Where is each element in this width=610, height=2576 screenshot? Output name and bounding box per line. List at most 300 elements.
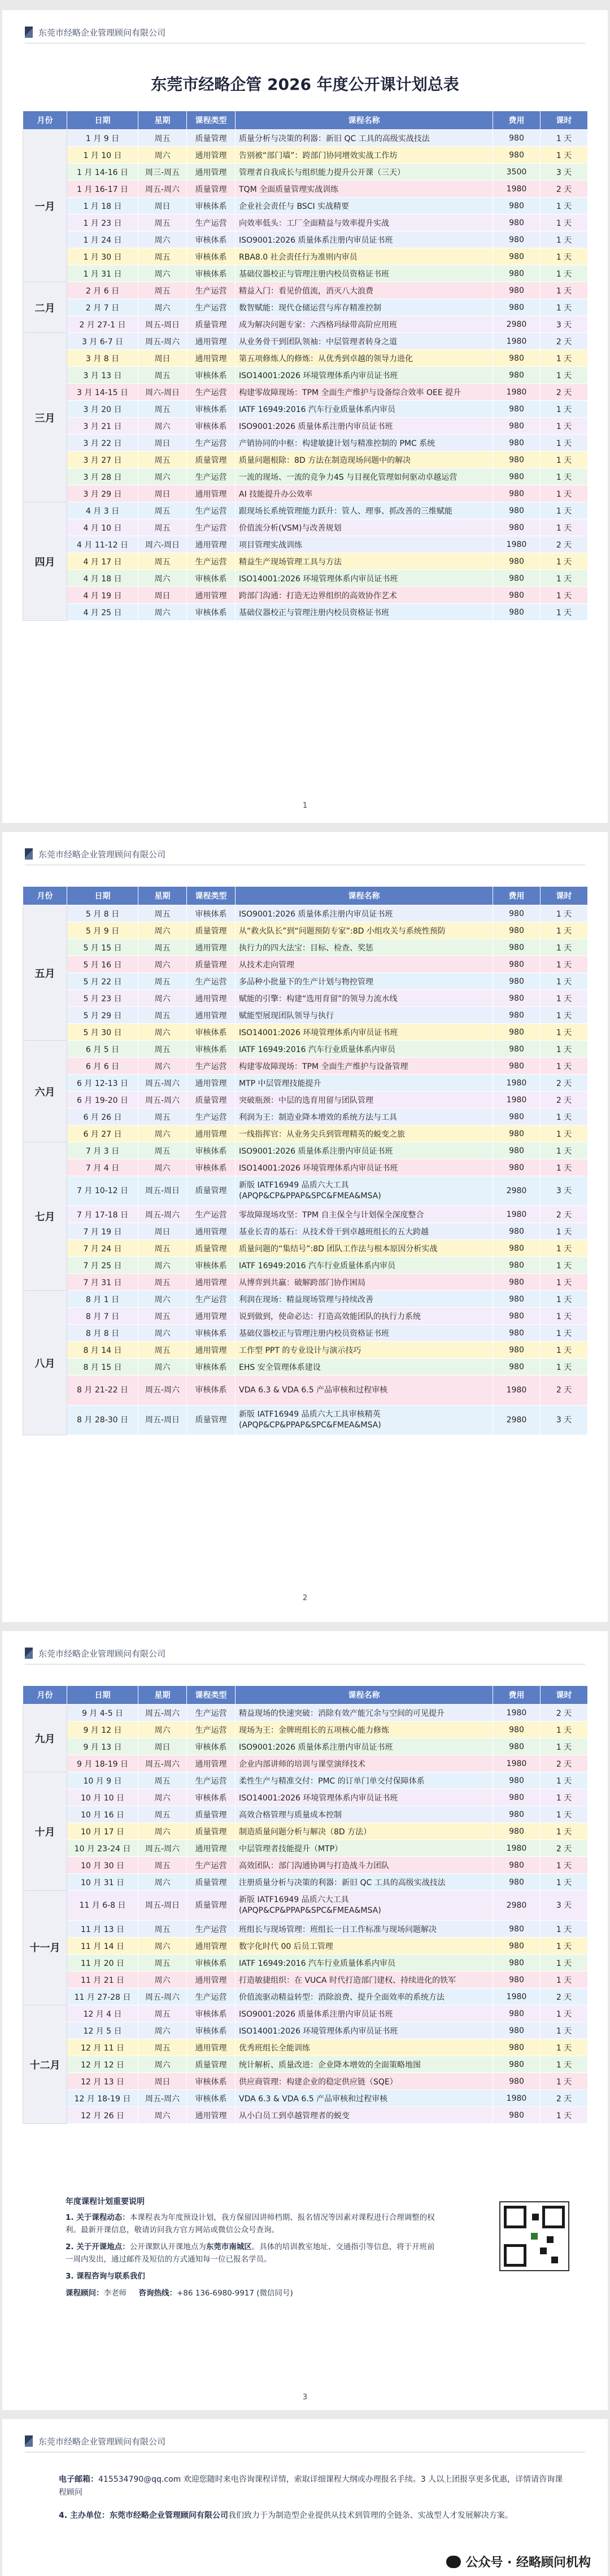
table-row xyxy=(23,299,588,316)
duration-cell: 1 天 xyxy=(541,1109,588,1125)
table-row xyxy=(23,333,588,350)
duration-cell: 1 天 xyxy=(541,1291,588,1308)
org-name: 东莞市经略企业管理顾问有限公司 xyxy=(109,2511,228,2520)
column-header: 课时 xyxy=(541,1686,588,1705)
fee-cell: 980 xyxy=(493,299,541,316)
table-row xyxy=(23,1359,588,1375)
fee-cell: 980 xyxy=(493,1142,541,1159)
table-row xyxy=(23,418,588,435)
date-cell: 10 月 9 日 xyxy=(67,1772,138,1789)
fee-cell: 980 xyxy=(493,265,541,282)
date-cell: 7 月 25 日 xyxy=(67,1257,138,1274)
table-row xyxy=(23,1840,588,1857)
table-row xyxy=(23,2022,588,2039)
course-name-cell: 从“救火队长”到“问题预防专家”:8D 小组攻关与系统性预防 xyxy=(236,922,493,939)
table-row xyxy=(23,1789,588,1806)
date-cell: 8 月 21-22 日 xyxy=(67,1375,138,1405)
course-type-cell: 通用管理 xyxy=(187,990,236,1007)
course-type-cell: 质量管理 xyxy=(187,922,236,939)
column-header: 课程名称 xyxy=(236,111,493,130)
weekday-cell: 周六 xyxy=(138,265,187,282)
table-row xyxy=(23,2107,588,2124)
course-type-cell: 质量管理 xyxy=(187,2056,236,2073)
course-type-cell: 生产运营 xyxy=(187,1772,236,1789)
duration-cell: 1 天 xyxy=(541,1342,588,1359)
page-header xyxy=(25,25,165,40)
table-row xyxy=(23,922,588,939)
course-name-cell: 赋能型展现团队领导与执行 xyxy=(236,1007,493,1024)
duration-cell: 1 天 xyxy=(541,956,588,973)
weekday-cell: 周六 xyxy=(138,1789,187,1806)
table-row xyxy=(23,1988,588,2005)
duration-cell: 1 天 xyxy=(541,1938,588,1955)
course-type-cell: 质量管理 xyxy=(187,1823,236,1840)
fee-cell: 980 xyxy=(493,2022,541,2039)
weekday-cell: 周五-周六 xyxy=(138,1755,187,1772)
weekday-cell: 周六 xyxy=(138,468,187,485)
column-header: 课程名称 xyxy=(236,1686,493,1705)
table-row xyxy=(23,1159,588,1176)
duration-cell: 2 天 xyxy=(541,1705,588,1721)
date-cell: 5 月 9 日 xyxy=(67,922,138,939)
weekday-cell: 周三-周五 xyxy=(138,164,187,181)
fee-cell: 980 xyxy=(493,248,541,265)
course-name-cell: 构建零故障现场：TPM 全面生产维护与设备综合效率 OEE 提升 xyxy=(236,384,493,401)
weekday-cell: 周六 xyxy=(138,231,187,248)
table-row xyxy=(23,1024,588,1041)
weekday-cell: 周五 xyxy=(138,130,187,147)
date-cell: 4 月 17 日 xyxy=(67,553,138,570)
fee-cell: 980 xyxy=(493,604,541,621)
duration-cell: 1 天 xyxy=(541,1007,588,1024)
column-header: 月份 xyxy=(23,111,67,130)
table-row xyxy=(23,1291,588,1308)
date-cell: 11 月 6-8 日 xyxy=(67,1891,138,1921)
course-name-cell: 突破瓶颈：中层的选育用留与团队管理 xyxy=(236,1092,493,1109)
note-2-text-a: 公开课默认开课地点为 xyxy=(129,2242,206,2251)
weekday-cell: 周五-周六 xyxy=(138,1075,187,1092)
date-cell: 3 月 27 日 xyxy=(67,452,138,468)
table-row xyxy=(23,1738,588,1755)
date-cell: 8 月 1 日 xyxy=(67,1291,138,1308)
course-name-cell: RBA8.0 社会责任行为准则内审员 xyxy=(236,248,493,265)
date-cell: 4 月 25 日 xyxy=(67,604,138,621)
date-cell: 1 月 24 日 xyxy=(67,231,138,248)
fee-cell: 980 xyxy=(493,2005,541,2022)
duration-cell: 1 天 xyxy=(541,214,588,231)
weekday-cell: 周五 xyxy=(138,1955,187,1972)
course-name-cell: 质量分析与决策的利器：新旧 QC 工具的高级实战技法 xyxy=(236,130,493,147)
date-cell: 2 月 7 日 xyxy=(67,299,138,316)
column-header: 课时 xyxy=(541,887,588,905)
fee-cell: 1980 xyxy=(493,1092,541,1109)
weekday-cell: 周五-周日 xyxy=(138,1405,187,1435)
course-name-cell: 精益现场的快速突破：消除有效产能冗余与空间的可见提升 xyxy=(236,1705,493,1721)
course-type-cell: 审核体系 xyxy=(187,231,236,248)
weekday-cell: 周五-周六 xyxy=(138,1092,187,1109)
month-cell: 九月 xyxy=(23,1705,67,1772)
duration-cell: 1 天 xyxy=(541,2073,588,2090)
weekday-cell: 周六 xyxy=(138,1823,187,1840)
duration-cell: 3 天 xyxy=(541,164,588,181)
course-name-cell: VDA 6.3 & VDA 6.5 产品审核和过程审核 xyxy=(236,1375,493,1405)
course-type-cell: 审核体系 xyxy=(187,604,236,621)
date-cell: 5 月 8 日 xyxy=(67,905,138,922)
phone-number[interactable]: +86 136-6980-9917 (微信同号) xyxy=(176,2289,293,2298)
page-1 xyxy=(2,10,608,823)
weekday-cell: 周五 xyxy=(138,248,187,265)
column-header: 课程类型 xyxy=(187,111,236,130)
course-name-cell: 基础仪器校正与管理注册内校员资格证书班 xyxy=(236,604,493,621)
duration-cell: 3 天 xyxy=(541,1891,588,1921)
duration-cell: 1 天 xyxy=(541,130,588,147)
table-row xyxy=(23,367,588,384)
date-cell: 10 月 17 日 xyxy=(67,1823,138,1840)
fee-cell: 1980 xyxy=(493,1375,541,1405)
table-row xyxy=(23,1772,588,1789)
course-type-cell: 质量管理 xyxy=(187,1874,236,1891)
weekday-cell: 周六 xyxy=(138,418,187,435)
date-cell: 3 月 21 日 xyxy=(67,418,138,435)
column-header: 费用 xyxy=(493,887,541,905)
course-name-cell: ISO14001:2026 环境管理体系内审员证书班 xyxy=(236,367,493,384)
note-1 xyxy=(66,2211,438,2236)
course-type-cell: 审核体系 xyxy=(187,2005,236,2022)
course-type-cell: 生产运营 xyxy=(187,519,236,536)
date-cell: 3 月 6-7 日 xyxy=(67,333,138,350)
fee-cell: 980 xyxy=(493,435,541,452)
column-header: 费用 xyxy=(493,111,541,130)
course-type-cell: 审核体系 xyxy=(187,1375,236,1405)
org-label: 4. 主办单位： xyxy=(59,2511,110,2520)
month-cell: 四月 xyxy=(23,502,67,621)
course-type-cell: 审核体系 xyxy=(187,265,236,282)
duration-cell: 1 天 xyxy=(541,1874,588,1891)
course-name-cell: ISO9001:2026 质量体系注册内审员证书班 xyxy=(236,2005,493,2022)
date-cell: 11 月 14 日 xyxy=(67,1938,138,1955)
month-cell: 八月 xyxy=(23,1291,67,1435)
weekday-cell: 周六 xyxy=(138,2022,187,2039)
table-row xyxy=(23,452,588,468)
month-cell: 七月 xyxy=(23,1142,67,1291)
course-name-cell: VDA 6.3 & VDA 6.5 产品审核和过程审核 xyxy=(236,2090,493,2107)
course-name-cell: IATF 16949:2016 汽车行业质量体系内审员 xyxy=(236,1041,493,1058)
date-cell: 1 月 14-16 日 xyxy=(67,164,138,181)
date-cell: 8 月 14 日 xyxy=(67,1342,138,1359)
course-name-cell: 项目管理实战训练 xyxy=(236,536,493,553)
table-row xyxy=(23,519,588,536)
notes-section xyxy=(66,2196,438,2304)
weekday-cell: 周日 xyxy=(138,1223,187,1240)
company-name: 东莞市经略企业管理顾问有限公司 xyxy=(38,27,166,38)
duration-cell: 1 天 xyxy=(541,198,588,214)
course-name-cell: 数智赋能：现代仓储运营与库存精准控制 xyxy=(236,299,493,316)
weekday-cell: 周五 xyxy=(138,1274,187,1291)
weekday-cell: 周日 xyxy=(138,435,187,452)
fee-cell: 980 xyxy=(493,1789,541,1806)
fee-cell: 980 xyxy=(493,939,541,956)
course-name-cell: 工作型 PPT 的专业设计与演示技巧 xyxy=(236,1342,493,1359)
weekday-cell: 周五 xyxy=(138,1308,187,1325)
date-cell: 10 月 23-24 日 xyxy=(67,1840,138,1857)
weekday-cell: 周六 xyxy=(138,1058,187,1075)
fee-cell: 980 xyxy=(493,1342,541,1359)
weekday-cell: 周五 xyxy=(138,1806,187,1823)
date-cell: 1 月 18 日 xyxy=(67,198,138,214)
table-row xyxy=(23,570,588,587)
duration-cell: 1 天 xyxy=(541,570,588,587)
table-row xyxy=(23,1874,588,1891)
fee-cell: 1980 xyxy=(493,384,541,401)
course-name-cell: ISO9001:2026 质量体系注册内审员证书班 xyxy=(236,231,493,248)
course-type-cell: 质量管理 xyxy=(187,1092,236,1109)
duration-cell: 1 天 xyxy=(541,1806,588,1823)
page-3 xyxy=(2,1631,608,2410)
weekday-cell: 周六 xyxy=(138,1972,187,1988)
company-logo-icon xyxy=(25,2435,33,2447)
date-cell: 12 月 4 日 xyxy=(67,2005,138,2022)
weekday-cell: 周五 xyxy=(138,282,187,299)
page-header xyxy=(25,847,165,861)
table-row xyxy=(23,1938,588,1955)
fee-cell: 2980 xyxy=(493,1891,541,1921)
weekday-cell: 周日 xyxy=(138,2073,187,2090)
fee-cell: 980 xyxy=(493,1972,541,1988)
date-cell: 12 月 5 日 xyxy=(67,2022,138,2039)
month-cell: 三月 xyxy=(23,333,67,502)
duration-cell: 1 天 xyxy=(541,248,588,265)
table-row xyxy=(23,2056,588,2073)
month-cell: 二月 xyxy=(23,282,67,333)
duration-cell: 2 天 xyxy=(541,1755,588,1772)
date-cell: 10 月 10 日 xyxy=(67,1789,138,1806)
fee-cell: 980 xyxy=(493,1291,541,1308)
date-cell: 7 月 3 日 xyxy=(67,1142,138,1159)
table-row xyxy=(23,956,588,973)
weekday-cell: 周五-周六 xyxy=(138,1840,187,1857)
duration-cell: 1 天 xyxy=(541,519,588,536)
fee-cell: 980 xyxy=(493,1874,541,1891)
contact-name: 李老师 xyxy=(103,2289,127,2298)
duration-cell: 1 天 xyxy=(541,502,588,519)
table-row xyxy=(23,1705,588,1721)
course-name-cell: MTP 中层管理技能提升 xyxy=(236,1075,493,1092)
course-type-cell: 审核体系 xyxy=(187,2073,236,2090)
course-name-cell: ISO14001:2026 环境管理体系内审员证书班 xyxy=(236,2022,493,2039)
date-cell: 1 月 16-17 日 xyxy=(67,181,138,198)
weekday-cell: 周五-周六 xyxy=(138,333,187,350)
table-row xyxy=(23,164,588,181)
course-name-cell: 高效团队：部门沟通协调与打造战斗力团队 xyxy=(236,1857,493,1874)
course-name-cell: 制造质量问题分析与解决（8D 方法） xyxy=(236,1823,493,1840)
duration-cell: 1 天 xyxy=(541,1823,588,1840)
table-row xyxy=(23,214,588,231)
fee-cell: 980 xyxy=(493,198,541,214)
weekday-cell: 周六 xyxy=(138,1938,187,1955)
course-type-cell: 通用管理 xyxy=(187,939,236,956)
fee-cell: 980 xyxy=(493,1058,541,1075)
weekday-cell: 周六 xyxy=(138,1291,187,1308)
month-cell: 一月 xyxy=(23,130,67,282)
date-cell: 7 月 10-12 日 xyxy=(67,1176,138,1206)
note-2-text-b: 。具体的培训教室地址、交通指引等信息，将于开班前一周内发出，通过邮件及短信的方式通知每一位已报名学员。 xyxy=(66,2242,435,2264)
course-name-cell: 基础仪器校正与管理注册内校员资格证书班 xyxy=(236,1325,493,1342)
schedule-table-3 xyxy=(23,1685,588,2124)
course-type-cell: 通用管理 xyxy=(187,164,236,181)
duration-cell: 2 天 xyxy=(541,384,588,401)
fee-cell: 980 xyxy=(493,1223,541,1240)
fee-cell: 980 xyxy=(493,2056,541,2073)
date-cell: 10 月 31 日 xyxy=(67,1874,138,1891)
course-type-cell: 通用管理 xyxy=(187,1274,236,1291)
date-cell: 3 月 14-15 日 xyxy=(67,384,138,401)
duration-cell: 2 天 xyxy=(541,1075,588,1092)
date-cell: 9 月 12 日 xyxy=(67,1721,138,1738)
course-type-cell: 质量管理 xyxy=(187,452,236,468)
table-row xyxy=(23,1325,588,1342)
course-name-cell: 注册质量分析与决策的利器：新旧 QC 工具的高级实战技法 xyxy=(236,1874,493,1891)
course-name-cell: ISO9001:2026 质量体系注册内审员证书班 xyxy=(236,905,493,922)
weekday-cell: 周五 xyxy=(138,1142,187,1159)
fee-cell: 980 xyxy=(493,1823,541,1840)
weekday-cell: 周五 xyxy=(138,2039,187,2056)
course-name-cell: 基础仪器校正与管理注册内校员资格证书班 xyxy=(236,265,493,282)
fee-cell: 980 xyxy=(493,1308,541,1325)
course-name-cell: ISO14001:2026 环境管理体系内审员证书班 xyxy=(236,1159,493,1176)
date-cell: 8 月 8 日 xyxy=(67,1325,138,1342)
date-cell: 1 月 10 日 xyxy=(67,147,138,164)
course-name-cell: 柔性生产与精准交付：PMC 的订单门单交付保障体系 xyxy=(236,1772,493,1789)
course-type-cell: 通用管理 xyxy=(187,2107,236,2124)
date-cell: 9 月 13 日 xyxy=(67,1738,138,1755)
table-header-row xyxy=(23,111,588,130)
course-type-cell: 生产运营 xyxy=(187,1988,236,2005)
course-type-cell: 审核体系 xyxy=(187,1325,236,1342)
table-row xyxy=(23,1125,588,1142)
course-type-cell: 生产运营 xyxy=(187,1058,236,1075)
column-header: 课程名称 xyxy=(236,887,493,905)
date-cell: 1 月 23 日 xyxy=(67,214,138,231)
date-cell: 7 月 24 日 xyxy=(67,1240,138,1257)
course-type-cell: 审核体系 xyxy=(187,418,236,435)
table-row xyxy=(23,2039,588,2056)
table-row xyxy=(23,384,588,401)
weekday-cell: 周六 xyxy=(138,990,187,1007)
course-name-cell: 基业长青的基石：从技术骨干到卓越班组长的五大跨越 xyxy=(236,1223,493,1240)
course-name-cell: EHS 安全管理体系建设 xyxy=(236,1359,493,1375)
wechat-watermark xyxy=(446,2553,591,2570)
fee-cell: 980 xyxy=(493,2107,541,2124)
course-type-cell: 通用管理 xyxy=(187,2039,236,2056)
date-cell: 5 月 16 日 xyxy=(67,956,138,973)
fee-cell: 980 xyxy=(493,147,541,164)
table-row xyxy=(23,2090,588,2107)
table-row xyxy=(23,248,588,265)
course-type-cell: 通用管理 xyxy=(187,1007,236,1024)
duration-cell: 1 天 xyxy=(541,1142,588,1159)
duration-cell: 1 天 xyxy=(541,1274,588,1291)
fee-cell: 1980 xyxy=(493,1075,541,1092)
table-row xyxy=(23,1092,588,1109)
table-row xyxy=(23,1109,588,1125)
duration-cell: 1 天 xyxy=(541,367,588,384)
date-cell: 8 月 7 日 xyxy=(67,1308,138,1325)
date-cell: 3 月 22 日 xyxy=(67,435,138,452)
fee-cell: 980 xyxy=(493,1041,541,1058)
course-type-cell: 审核体系 xyxy=(187,198,236,214)
fee-cell: 980 xyxy=(493,1738,541,1755)
course-type-cell: 生产运营 xyxy=(187,502,236,519)
date-cell: 6 月 19-20 日 xyxy=(67,1092,138,1109)
date-cell: 5 月 15 日 xyxy=(67,939,138,956)
course-name-cell: 质量问题的“集结号”:8D 团队工作法与根本原因分析实战 xyxy=(236,1240,493,1257)
email-label: 电子邮箱： xyxy=(59,2475,98,2484)
course-type-cell: 通用管理 xyxy=(187,333,236,350)
weekday-cell: 周五 xyxy=(138,452,187,468)
weekday-cell: 周五 xyxy=(138,905,187,922)
fee-cell: 980 xyxy=(493,905,541,922)
date-cell: 5 月 30 日 xyxy=(67,1024,138,1041)
table-row xyxy=(23,350,588,367)
fee-cell: 980 xyxy=(493,1274,541,1291)
weekday-cell: 周五 xyxy=(138,214,187,231)
course-type-cell: 审核体系 xyxy=(187,401,236,418)
course-type-cell: 通用管理 xyxy=(187,1125,236,1142)
course-type-cell: 通用管理 xyxy=(187,1342,236,1359)
page-2 xyxy=(2,832,608,1622)
fee-cell: 980 xyxy=(493,2073,541,2090)
fee-cell: 980 xyxy=(493,990,541,1007)
weekday-cell: 周五 xyxy=(138,2005,187,2022)
weekday-cell: 周五-周六 xyxy=(138,1988,187,2005)
column-header: 月份 xyxy=(23,887,67,905)
weekday-cell: 周五 xyxy=(138,1041,187,1058)
weekday-cell: 周六 xyxy=(138,2056,187,2073)
course-type-cell: 质量管理 xyxy=(187,1240,236,1257)
note-1-label: 1. 关于课程动态： xyxy=(66,2213,130,2222)
table-row xyxy=(23,282,588,299)
weekday-cell: 周五-周六 xyxy=(138,1375,187,1405)
weekday-cell: 周五 xyxy=(138,1921,187,1938)
fee-cell: 980 xyxy=(493,1857,541,1874)
course-name-cell: 一流的现场、一流的竞争力4S 与目视化管理如何驱动卓越运营 xyxy=(236,468,493,485)
course-type-cell: 审核体系 xyxy=(187,367,236,384)
duration-cell: 1 天 xyxy=(541,1041,588,1058)
schedule-table-2 xyxy=(23,886,588,1435)
weekday-cell: 周五-周六 xyxy=(138,1206,187,1223)
column-header: 日期 xyxy=(67,887,138,905)
fee-cell: 980 xyxy=(493,418,541,435)
fee-cell: 980 xyxy=(493,570,541,587)
course-type-cell: 质量管理 xyxy=(187,316,236,333)
duration-cell: 1 天 xyxy=(541,973,588,990)
weekday-cell: 周六 xyxy=(138,570,187,587)
date-cell: 6 月 12-13 日 xyxy=(67,1075,138,1092)
course-name-cell: 质量问题根除：8D 方法在制造现场问题中的解决 xyxy=(236,452,493,468)
fee-cell: 1980 xyxy=(493,2090,541,2107)
date-cell: 2 月 27-1 日 xyxy=(67,316,138,333)
course-name-cell: IATF 16949:2016 汽车行业质量体系内审员 xyxy=(236,401,493,418)
weekday-cell: 周五 xyxy=(138,401,187,418)
course-type-cell: 审核体系 xyxy=(187,1142,236,1159)
weekday-cell: 周五-周六 xyxy=(138,2090,187,2107)
date-cell: 12 月 18-19 日 xyxy=(67,2090,138,2107)
date-cell: 11 月 21 日 xyxy=(67,1972,138,1988)
note-3 xyxy=(66,2270,438,2283)
course-name-cell: 一线指挥官：从业务尖兵到管理精英的蜕变之旅 xyxy=(236,1125,493,1142)
duration-cell: 1 天 xyxy=(541,265,588,282)
course-name-cell: 跨部门沟通：打造无边界组织的高效协作艺术 xyxy=(236,587,493,604)
